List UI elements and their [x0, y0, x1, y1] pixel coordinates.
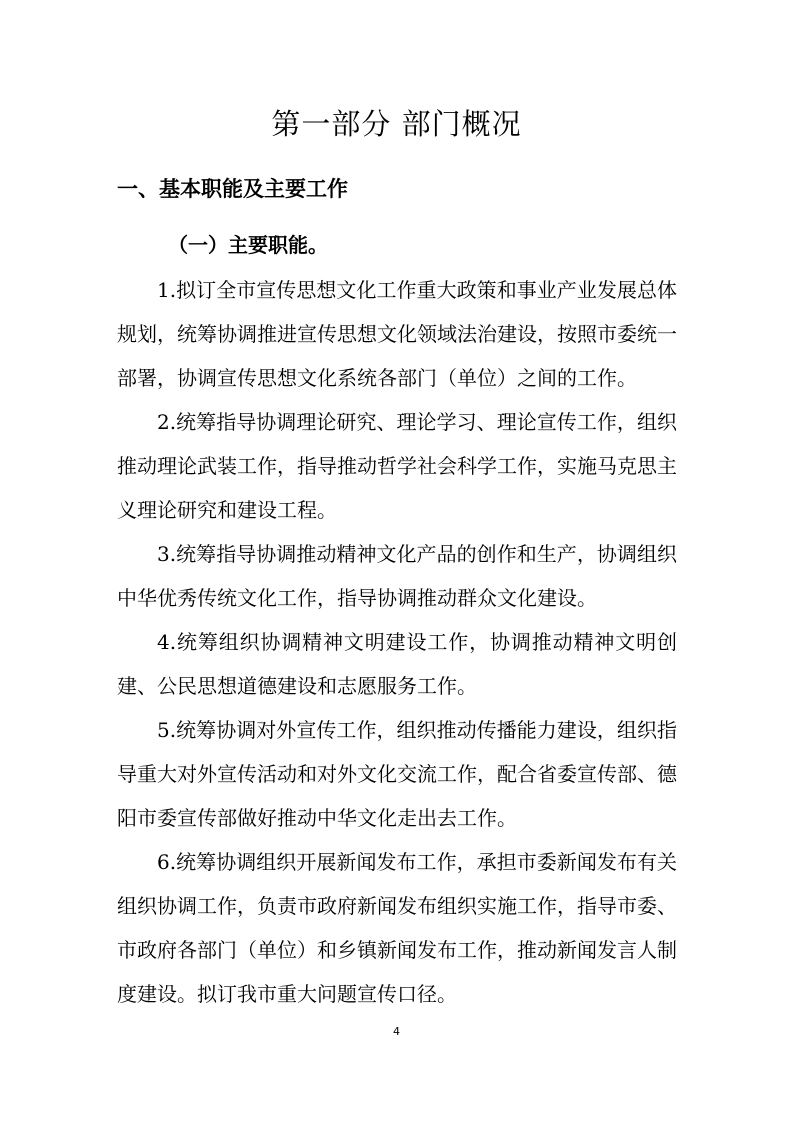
- paragraph-3: 3.统筹指导协调推动精神文化产品的创作和生产，协调组织中华优秀传统文化工作，指导协调推动群众文化建设。: [117, 542, 677, 610]
- page-title: 第一部分 部门概况: [271, 107, 522, 141]
- subsection-heading: （一）主要职能。: [168, 233, 328, 257]
- section-heading: 一、基本职能及主要工作: [117, 177, 348, 201]
- page-number: 4: [393, 1025, 400, 1038]
- paragraph-2: 2.统筹指导协调理论研究、理论学习、理论宣传工作，组织推动理论武装工作，指导推动哲学社会科学工作，实施马克思主义理论研究和建设工程。: [117, 410, 677, 522]
- paragraph-6: 6.统筹协调组织开展新闻发布工作，承担市委新闻发布有关组织协调工作，负责市政府新闻发布组织实施工作，指导市委、市政府各部门（单位）和乡镇新闻发布工作，推动新闻发言人制度建设。拟订我市重大问题宣传口径。: [117, 850, 677, 1006]
- paragraph-4: 4.统筹组织协调精神文明建设工作，协调推动精神文明创建、公民思想道德建设和志愿服务工作。: [117, 630, 677, 698]
- paragraph-1: 1.拟订全市宣传思想文化工作重大政策和事业产业发展总体规划，统筹协调推进宣传思想文化领域法治建设，按照市委统一部署，协调宣传思想文化系统各部门（单位）之间的工作。: [117, 278, 677, 390]
- body-text: [117, 268, 677, 1016]
- paragraph-5: 5.统筹协调对外宣传工作，组织推动传播能力建设，组织指导重大对外宣传活动和对外文化交流工作，配合省委宣传部、德阳市委宣传部做好推动中华文化走出去工作。: [117, 718, 677, 830]
